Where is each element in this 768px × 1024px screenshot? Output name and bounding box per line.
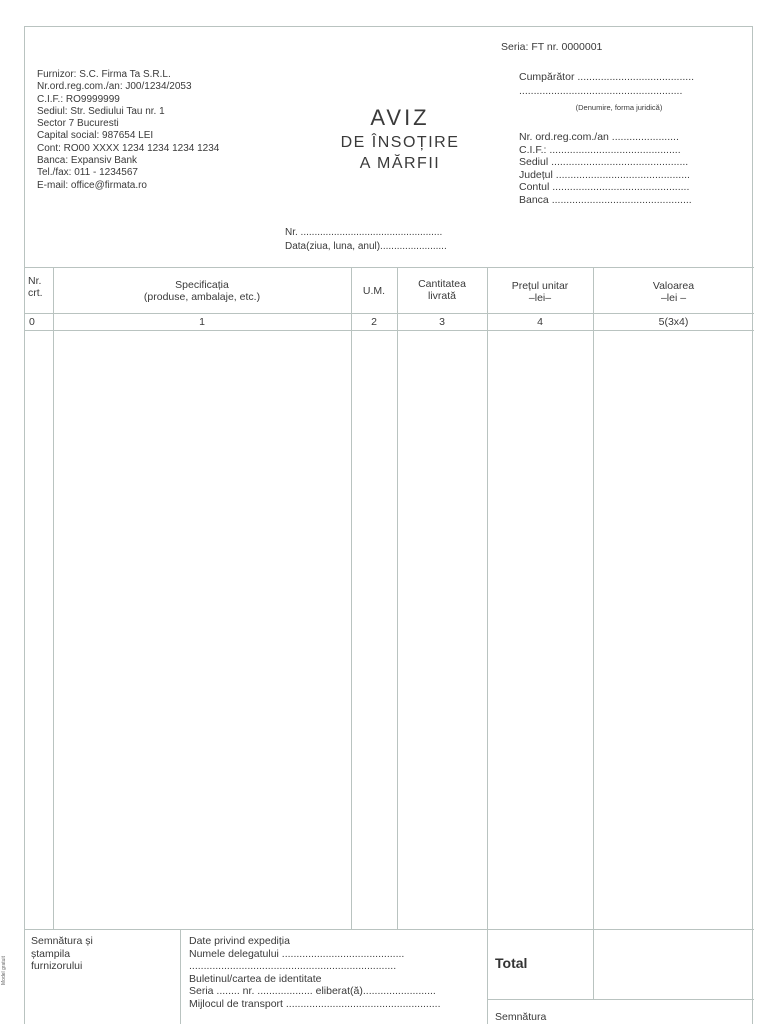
column-number: 4 — [537, 316, 543, 328]
col-divider — [397, 267, 398, 929]
expedition-line: Numele delegatului .......................................... — [189, 947, 405, 960]
column-number: 3 — [439, 316, 445, 328]
col-divider — [53, 267, 54, 929]
numbers-bottom-border — [25, 330, 754, 331]
buyer-line: Cumpărător ........................................ — [519, 71, 695, 83]
buyer-field: Contul ............................................... — [519, 181, 690, 193]
header-specification: Specificația (produse, ambalaje, etc.) — [143, 279, 261, 303]
supplier-line: Capital social: 987654 LEI — [37, 130, 154, 142]
column-number: 5(3x4) — [658, 316, 689, 328]
expedition-line: Mijlocul de transport ..................................................... — [189, 997, 441, 1010]
supplier-line: C.I.F.: RO9999999 — [37, 93, 120, 105]
col-divider — [351, 267, 352, 929]
header-nr-crt: Nr. crt. — [28, 275, 43, 299]
supplier-line: Sector 7 Bucuresti — [37, 118, 119, 130]
series-number: Seria: FT nr. 0000001 — [501, 41, 603, 53]
buyer-field: C.I.F.: ............................................. — [519, 143, 681, 156]
supplier-line: Sediul: Str. Sediului Tau nr. 1 — [37, 105, 165, 117]
expedition-line: Date privind expediția — [189, 935, 290, 947]
buyer-line: ........................................................ — [519, 85, 683, 97]
total-bottom-border — [487, 999, 754, 1000]
signature-label: Semnătura — [495, 1011, 547, 1023]
buyer-field: Nr. ord.reg.com./an ....................... — [519, 131, 679, 143]
nr-line: Nr. ................................................... — [285, 227, 443, 238]
supplier-line: Cont: RO00 XXXX 1234 1234 1234 1234 — [37, 142, 220, 154]
header-um: U.M. — [362, 285, 386, 297]
side-note: Model gratuit — [1, 956, 7, 985]
header-bottom-border — [25, 313, 754, 314]
buyer-fields — [519, 131, 692, 206]
buyer-field: Sediul ............................................... — [519, 156, 689, 168]
total-label: Total — [495, 955, 528, 971]
table-top-border — [25, 267, 754, 268]
col-divider — [487, 267, 488, 1024]
supplier-signature-stamp: Semnătura și ștampila furnizorului — [31, 935, 93, 972]
col-divider — [593, 267, 594, 999]
supplier-line: Tel./fax: 011 - 1234567 — [37, 167, 138, 179]
invoice-form — [24, 26, 753, 1024]
header-unit-price: Prețul unitar –lei– — [511, 280, 569, 304]
title-main: AVIZ — [370, 105, 430, 130]
document-title — [315, 105, 485, 131]
column-number: 1 — [199, 316, 205, 328]
header-quantity: Cantitatea livrată — [418, 278, 466, 302]
supplier-line: Nr.ord.reg.com./an: J00/1234/2053 — [37, 81, 192, 93]
table-body-bottom-border — [25, 929, 754, 930]
date-line: Data(ziua, luna, anul)........................ — [285, 241, 447, 252]
buyer-field: Județul .............................................. — [519, 168, 690, 181]
column-number: 2 — [371, 316, 377, 328]
expedition-details — [189, 935, 441, 1010]
expedition-line: ....................................................................... — [189, 960, 397, 972]
buyer-note: (Denumire, forma juridică) — [575, 103, 663, 112]
supplier-line: Furnizor: S.C. Firma Ta S.R.L. — [37, 69, 171, 80]
title-sub2: A MĂRFII — [359, 155, 441, 172]
buyer-field: Banca ................................................ — [519, 193, 692, 206]
expedition-line: Seria ........ nr. ................... eliberat(ă)......................... — [189, 985, 436, 997]
expedition-line: Buletinul/cartea de identitate — [189, 972, 322, 985]
column-number: 0 — [29, 316, 35, 328]
supplier-block — [37, 69, 219, 192]
footer-divider — [180, 929, 181, 1024]
header-value: Valoarea –lei – — [652, 280, 695, 304]
supplier-line: Banca: Expansiv Bank — [37, 155, 138, 167]
title-sub1: DE ÎNSOȚIRE — [340, 134, 460, 151]
supplier-line: E-mail: office@firmata.ro — [37, 179, 147, 191]
